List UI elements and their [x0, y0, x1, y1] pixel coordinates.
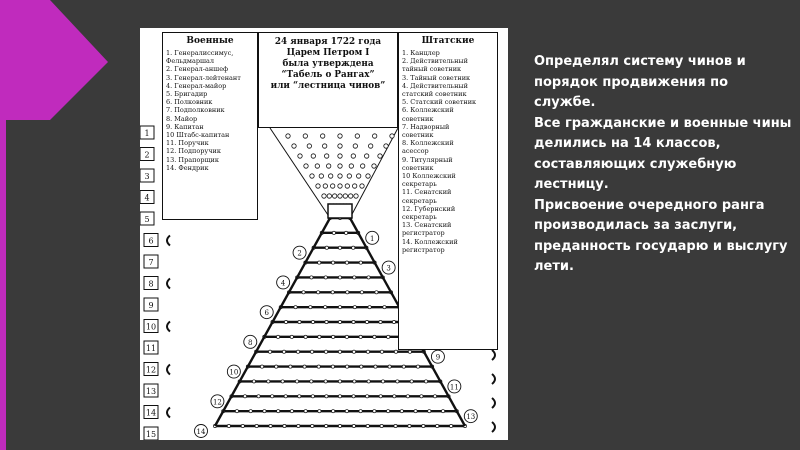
bullet-marker-icon: [520, 114, 534, 196]
funnel-dot: [368, 144, 372, 148]
civil-rank-item: 7. Надворный: [402, 122, 450, 131]
rung-node: [360, 365, 363, 368]
rung-node: [298, 395, 301, 398]
military-rank-item: 13. Прапорщик: [166, 155, 219, 164]
bullet-list: [520, 52, 792, 278]
rung-node: [269, 424, 272, 427]
rung-node: [338, 276, 341, 279]
side-number-label: 14: [145, 408, 157, 418]
side-number-label: 9: [148, 301, 154, 310]
funnel-dot: [310, 174, 314, 178]
rung-node: [302, 291, 305, 294]
funnel-dot: [351, 154, 355, 158]
side-number-label: 7: [148, 258, 154, 267]
rung-node: [338, 306, 341, 309]
rung-node: [408, 424, 411, 427]
rung-node: [345, 410, 348, 413]
military-rank-item: 2. Генерал-аншеф: [166, 65, 229, 74]
decree-box: [258, 32, 398, 128]
civil-rank-item: 8. Коллежский: [402, 139, 454, 148]
rung-node: [304, 410, 307, 413]
decree-ladder-name: или “лестница чинов”: [270, 81, 386, 91]
civil-rank-item: статский советник: [402, 90, 467, 99]
funnel-dot: [338, 154, 342, 158]
rung-node: [383, 306, 386, 309]
bullet-text: Все гражданские и военные чины делились на 14 классов, составляющих служебную лестницу.: [534, 115, 792, 192]
civil-rank-item: регистратор: [402, 245, 445, 254]
rung-node: [276, 335, 279, 338]
civil-rank-item: советник: [402, 163, 434, 172]
rung-node: [352, 424, 355, 427]
civil-rank-list: [399, 49, 497, 254]
decree-table-name: “Табель о Рангах”: [281, 70, 375, 80]
rung-node: [294, 306, 297, 309]
side-number-label: 5: [144, 215, 150, 224]
rung-node: [268, 350, 271, 353]
rung-node: [331, 291, 334, 294]
funnel-line: [350, 128, 398, 218]
rung-node: [318, 335, 321, 338]
rung-node: [298, 320, 301, 323]
rung-node: [257, 395, 260, 398]
rung-node: [277, 410, 280, 413]
civil-rank-item: асессор: [402, 147, 429, 156]
funnel-dot: [360, 164, 364, 168]
rung-node: [359, 261, 362, 264]
civil-rank-item: 3. Тайный советник: [402, 73, 471, 82]
bullet-item: [520, 114, 792, 196]
civil-rank-item: тайный советник: [402, 65, 462, 74]
rung-node: [441, 410, 444, 413]
rung-node: [283, 424, 286, 427]
table-of-ranks-figure: [140, 28, 508, 440]
side-number-label: 6: [148, 236, 154, 246]
rung-node: [379, 395, 382, 398]
funnel-dot: [330, 184, 334, 188]
rung-node: [394, 350, 397, 353]
rung-node: [353, 276, 356, 279]
rung-node: [318, 410, 321, 413]
funnel-dot: [372, 164, 376, 168]
funnel-dot: [327, 194, 331, 198]
decree-approved: была утверждена: [282, 59, 374, 69]
rung-node: [345, 261, 348, 264]
rung-node: [414, 410, 417, 413]
funnel-dot: [364, 154, 368, 158]
funnel-dot: [345, 184, 349, 188]
funnel-dot: [338, 184, 342, 188]
rung-node: [410, 380, 413, 383]
rung-node: [243, 395, 246, 398]
funnel-dot: [326, 164, 330, 168]
rung-node: [428, 410, 431, 413]
side-number-label: 4: [144, 193, 150, 203]
military-rank-item: 6. Полковник: [166, 98, 213, 107]
rung-node: [263, 410, 266, 413]
rung-node: [380, 424, 383, 427]
rung-node: [400, 410, 403, 413]
funnel-dot: [338, 174, 342, 178]
funnel-dot: [324, 154, 328, 158]
funnel-dot: [356, 174, 360, 178]
rung-node: [324, 380, 327, 383]
rung-node: [311, 424, 314, 427]
funnel-dot: [322, 144, 326, 148]
civil-rank-item: 13. Сенатский: [402, 221, 452, 230]
rung-node: [352, 320, 355, 323]
funnel-dot: [366, 174, 370, 178]
rung-node: [249, 410, 252, 413]
rung-node: [267, 380, 270, 383]
rung-node: [408, 350, 411, 353]
curved-arrow-icon: [492, 350, 495, 360]
funnel-dot: [292, 144, 296, 148]
funnel-dot: [347, 174, 351, 178]
civil-rank-item: 5. Статский советник: [402, 98, 477, 107]
funnel-dot: [360, 184, 364, 188]
funnel-dot: [315, 164, 319, 168]
rung-node: [436, 424, 439, 427]
rung-node: [366, 350, 369, 353]
rung-node: [282, 350, 285, 353]
rung-node: [359, 335, 362, 338]
rung-node: [296, 350, 299, 353]
military-rank-item: 11. Поручик: [166, 139, 209, 148]
rung-node: [332, 231, 335, 234]
funnel-dot: [390, 134, 394, 138]
bullet-marker-icon: [520, 52, 534, 114]
funnel-dot: [286, 134, 290, 138]
rung-node: [352, 246, 355, 249]
funnel-dot: [353, 144, 357, 148]
funnel-dot: [378, 154, 382, 158]
rank-class-label: 6: [264, 309, 269, 318]
funnel-dot: [348, 194, 352, 198]
funnel-dot: [307, 144, 311, 148]
rung-node: [373, 335, 376, 338]
funnel-dot: [328, 174, 332, 178]
funnel-dot: [320, 134, 324, 138]
rung-node: [394, 424, 397, 427]
rung-node: [359, 410, 362, 413]
rung-node: [324, 306, 327, 309]
rung-node: [338, 320, 341, 323]
rung-node: [338, 246, 341, 249]
civil-rank-item: секретарь: [402, 213, 437, 222]
rung-node: [310, 380, 313, 383]
rung-node: [346, 291, 349, 294]
bullet-marker-icon: [520, 196, 534, 278]
rung-node: [365, 320, 368, 323]
rung-node: [252, 380, 255, 383]
curved-arrow-icon: [167, 365, 170, 375]
rung-node: [303, 365, 306, 368]
funnel-dot: [343, 194, 347, 198]
rung-node: [345, 335, 348, 338]
bullet-text: Определял систему чинов и порядок продвижения по службе.: [534, 54, 746, 110]
rung-node: [396, 380, 399, 383]
bullet-text: Присвоение очередного ранга производилась за заслуги, преданность государю и выслугу лети.: [534, 197, 788, 274]
rung-node: [325, 320, 328, 323]
funnel-dot: [316, 184, 320, 188]
rung-node: [416, 365, 419, 368]
military-rank-item: 10 Штабс-капитан: [166, 131, 230, 140]
rank-class-label: 13: [466, 413, 476, 422]
rung-node: [338, 424, 341, 427]
civil-rank-item: советник: [402, 114, 434, 123]
funnel-dot: [354, 194, 358, 198]
rung-node: [381, 380, 384, 383]
side-number-label: 10: [145, 322, 157, 332]
rung-node: [275, 365, 278, 368]
rung-node: [324, 350, 327, 353]
decree-date: 24 января 1722 года: [274, 37, 382, 47]
rung-node: [235, 410, 238, 413]
rung-node: [304, 335, 307, 338]
bullet-item: [520, 52, 792, 114]
rung-node: [295, 380, 298, 383]
rung-node: [420, 395, 423, 398]
rung-node: [290, 410, 293, 413]
rung-node: [325, 395, 328, 398]
rung-node: [375, 291, 378, 294]
military-rank-item: 14. Фендрик: [166, 163, 209, 172]
rung-node: [317, 365, 320, 368]
military-rank-item: 12. Подпоручик: [166, 147, 221, 156]
curved-arrow-icon: [167, 236, 170, 246]
funnel-dot: [323, 184, 327, 188]
rung-node: [290, 335, 293, 338]
funnel-dot: [303, 134, 307, 138]
rung-node: [367, 276, 370, 279]
funnel-dot: [298, 154, 302, 158]
bullet-item: [520, 196, 792, 278]
rung-node: [422, 424, 425, 427]
rung-node: [241, 424, 244, 427]
rung-node: [331, 365, 334, 368]
side-number-label: 15: [145, 430, 157, 439]
civil-rank-item: секретарь: [402, 180, 437, 189]
funnel-dot: [319, 174, 323, 178]
military-rank-item: 7. Подполковник: [166, 106, 225, 115]
rung-node: [353, 380, 356, 383]
rung-node: [366, 424, 369, 427]
rung-node: [332, 410, 335, 413]
rung-node: [368, 306, 371, 309]
rank-class-label: 14: [196, 428, 206, 436]
rung-node: [297, 424, 300, 427]
rung-node: [311, 395, 314, 398]
funnel-dot: [311, 154, 315, 158]
funnel-dot: [304, 164, 308, 168]
rank-class-label: 12: [212, 398, 222, 407]
curved-arrow-icon: [492, 422, 495, 432]
rung-node: [310, 350, 313, 353]
funnel-dot: [372, 134, 376, 138]
funnel-dot: [355, 134, 359, 138]
military-rank-item: 8. Майор: [166, 114, 198, 123]
funnel-dot: [338, 144, 342, 148]
rank-class-label: 2: [297, 249, 302, 258]
rung-node: [281, 380, 284, 383]
side-number-label: 12: [145, 365, 157, 375]
military-rank-list: [163, 49, 257, 172]
civil-ranks-box: [398, 32, 498, 350]
funnel-dot: [338, 194, 342, 198]
rung-node: [392, 320, 395, 323]
civil-title: Штатские: [421, 36, 475, 46]
funnel-dot: [332, 194, 336, 198]
rung-node: [450, 424, 453, 427]
curved-arrow-icon: [167, 322, 170, 332]
ladder-top-step: [328, 204, 352, 218]
rung-node: [271, 395, 274, 398]
rung-node: [260, 365, 263, 368]
funnel-dot: [352, 184, 356, 188]
rung-node: [318, 261, 321, 264]
rung-node: [284, 320, 287, 323]
rung-node: [338, 350, 341, 353]
rung-node: [374, 365, 377, 368]
curved-arrow-icon: [167, 408, 170, 418]
side-number-label: 1: [144, 129, 150, 138]
military-rank-item: 9. Капитан: [166, 122, 204, 131]
military-rank-item: 4. Генерал-майор: [166, 81, 227, 90]
rank-class-label: 4: [280, 279, 286, 288]
civil-rank-item: 1. Канцлер: [402, 49, 440, 57]
curved-arrow-icon: [492, 398, 495, 408]
rung-node: [393, 395, 396, 398]
rung-node: [402, 365, 405, 368]
side-number-label: 11: [145, 344, 157, 353]
funnel-dot: [322, 194, 326, 198]
rank-class-label: 1: [369, 234, 375, 243]
rung-node: [324, 276, 327, 279]
rung-node: [380, 350, 383, 353]
civil-rank-item: 4. Действительный: [402, 81, 468, 90]
civil-rank-item: 12. Губернский: [402, 204, 456, 213]
rung-node: [387, 335, 390, 338]
curved-arrow-icon: [492, 374, 495, 384]
civil-rank-item: 9. Титулярный: [402, 155, 453, 164]
rung-node: [332, 335, 335, 338]
civil-rank-item: 14. Коллежский: [402, 237, 458, 246]
rank-class-label: 3: [386, 264, 391, 273]
rung-node: [227, 424, 230, 427]
rung-node: [433, 395, 436, 398]
rank-class-label: 11: [449, 383, 459, 392]
military-rank-item: 5. Бригадир: [166, 90, 208, 99]
rung-node: [309, 306, 312, 309]
civil-rank-item: 10 Коллежский: [402, 172, 456, 181]
rung-node: [366, 395, 369, 398]
rung-node: [367, 380, 370, 383]
side-number-label: 8: [148, 279, 154, 289]
rung-node: [379, 320, 382, 323]
rung-node: [289, 365, 292, 368]
rung-node: [311, 320, 314, 323]
rung-node: [325, 246, 328, 249]
rung-node: [352, 350, 355, 353]
side-number-label: 3: [144, 172, 150, 181]
rank-class-label: 9: [435, 353, 441, 362]
civil-rank-item: регистратор: [402, 229, 445, 238]
military-rank-item: 3. Генерал-лейтенант: [166, 73, 241, 82]
side-number-label: 13: [145, 387, 157, 396]
rung-node: [344, 231, 347, 234]
funnel-line: [270, 128, 330, 218]
civil-rank-item: 6. Коллежский: [402, 106, 454, 115]
military-rank-item: 1. Генералиссимус,: [166, 49, 234, 57]
rung-node: [338, 395, 341, 398]
military-ranks-box: [162, 32, 258, 220]
funnel-dot: [338, 134, 342, 138]
side-number-label: 2: [144, 150, 150, 160]
curved-arrow-icon: [167, 279, 170, 289]
rung-node: [338, 380, 341, 383]
military-rank-item: Фельдмаршал: [166, 57, 215, 66]
rank-class-label: 8: [248, 338, 253, 347]
civil-rank-item: советник: [402, 131, 434, 140]
rung-node: [345, 365, 348, 368]
rung-node: [424, 380, 427, 383]
rung-node: [331, 261, 334, 264]
decree-tsar: Царем Петром I: [286, 48, 370, 58]
rung-node: [310, 276, 313, 279]
funnel-dot: [384, 144, 388, 148]
rung-node: [406, 395, 409, 398]
rung-node: [352, 395, 355, 398]
rung-node: [373, 410, 376, 413]
funnel-dot: [349, 164, 353, 168]
civil-rank-item: 2. Действительный: [402, 57, 468, 66]
rank-class-label: 10: [229, 368, 239, 377]
military-title: Военные: [186, 36, 234, 46]
rung-node: [388, 365, 391, 368]
funnel-dot: [338, 164, 342, 168]
rung-node: [284, 395, 287, 398]
rung-node: [353, 306, 356, 309]
chevron-arrow-decoration: [0, 0, 110, 120]
civil-rank-item: секретарь: [402, 196, 437, 205]
rung-node: [325, 424, 328, 427]
rung-node: [386, 410, 389, 413]
rung-node: [255, 424, 258, 427]
rung-node: [360, 291, 363, 294]
civil-rank-item: 11. Сенатский: [402, 188, 452, 197]
rung-node: [317, 291, 320, 294]
